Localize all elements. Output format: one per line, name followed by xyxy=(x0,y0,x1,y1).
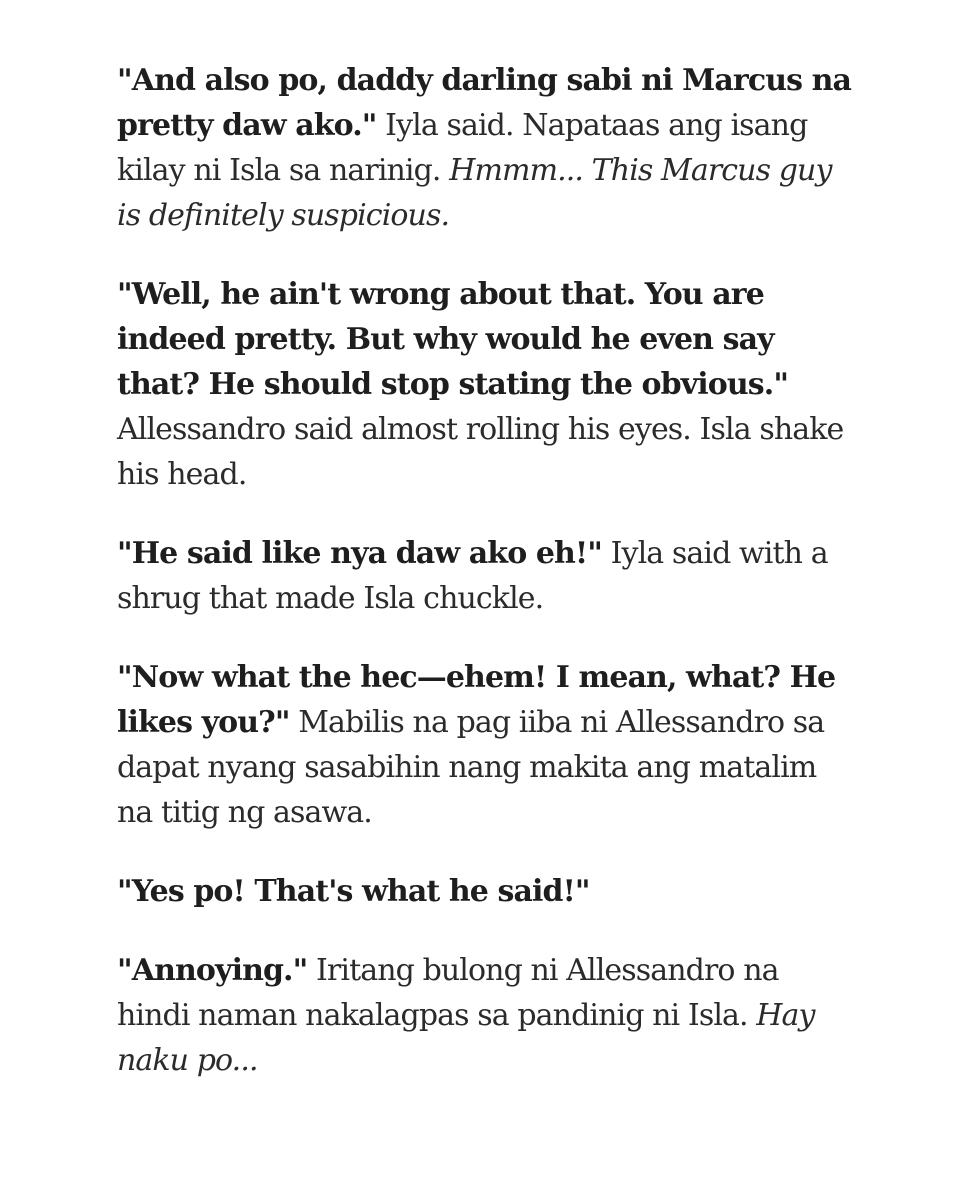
inner-thought: Hay naku po... xyxy=(117,998,815,1078)
dialogue-allessandro-likes: "Now what the hec—ehem! I mean, what? He likes you?" xyxy=(117,660,836,740)
dialogue-allessandro-annoying: "Annoying." xyxy=(117,953,308,988)
narration: Allessandro said almost rolling his eyes. Isla shake his head. xyxy=(117,412,844,492)
dialogue-iyla-yes: "Yes po! That's what he said!" xyxy=(117,874,590,909)
dialogue-iyla-likes: "He said like nya daw ako eh!" xyxy=(117,536,602,571)
narration: Mabilis na pag iiba ni Allessandro sa dapat nyang sasabihin nang makita ang matalim na titig ng asawa. xyxy=(117,705,825,830)
narration: Iyla said. Napataas ang isang kilay ni Isla sa narinig. xyxy=(117,108,808,188)
dialogue-allessandro-pretty: "Well, he ain't wrong about that. You are indeed pretty. But why would he even say that? He should stop stating the obvious." xyxy=(117,277,789,402)
narration: Iyla said with a shrug that made Isla chuckle. xyxy=(117,536,828,616)
dialogue-iyla-pretty: "And also po, daddy darling sabi ni Marcus na pretty daw ako." xyxy=(117,63,852,143)
paragraph-5 xyxy=(117,869,857,914)
paragraph-3 xyxy=(117,531,857,621)
paragraph-1 xyxy=(117,58,857,238)
narration: Iritang bulong ni Allessandro na hindi naman nakalagpas sa pandinig ni Isla. xyxy=(117,953,779,1033)
paragraph-4 xyxy=(117,655,857,835)
story-text xyxy=(117,58,857,1083)
paragraph-6 xyxy=(117,948,857,1083)
paragraph-2 xyxy=(117,272,857,497)
inner-thought: Hmmm... This Marcus guy is definitely suspicious. xyxy=(117,153,832,233)
